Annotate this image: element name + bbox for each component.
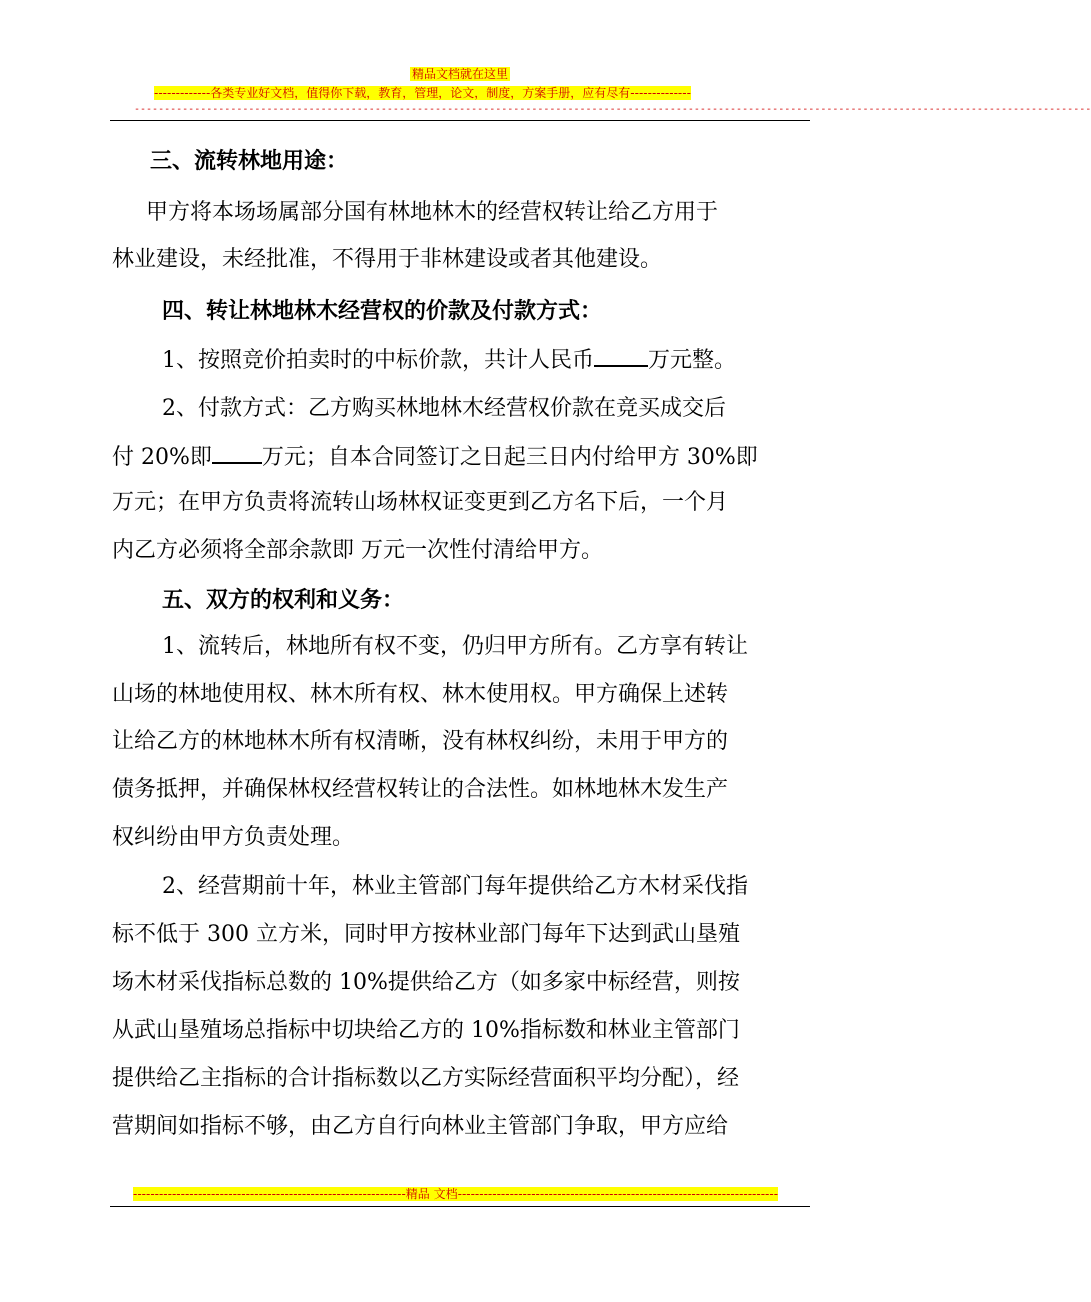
- amount-blank: [212, 440, 262, 464]
- text: 万元整。: [648, 348, 737, 373]
- section-3-title: 三、流转林地用途：: [150, 148, 349, 174]
- section-4-item-2-line: 2、付款方式：乙方购买林地林木经营权价款在竞买成交后: [162, 396, 726, 421]
- section-5-item-1-line: 1、流转后，林地所有权不变，仍归甲方所有。乙方享有转让: [162, 634, 748, 659]
- section-5-item-1-line: 山场的林地使用权、林木所有权、林木使用权。甲方确保上述转: [112, 682, 729, 707]
- footer-banner: ---------------------------------------------------------------精品 文档--------------------------------------------------------------------------: [133, 1187, 779, 1201]
- footer-rule: [110, 1206, 810, 1207]
- section-5-item-2-line: 提供给乙主指标的合计指标数以乙方实际经营面积平均分配），经: [112, 1066, 740, 1091]
- text: 付 20%即: [112, 445, 212, 470]
- section-4-item-2-line: 万元；在甲方负责将流转山场林权证变更到乙方名下后，一个月: [112, 490, 729, 515]
- text: 万元；自本合同签订之日起三日内付给甲方 30%即: [261, 445, 758, 470]
- section-4-item-2-line: 内乙方必须将全部余款即 万元一次性付清给甲方。: [112, 538, 603, 563]
- header-title: 精品文档就在这里: [411, 67, 508, 81]
- header-tagline: -------------各类专业好文档，值得你下载，教育，管理，论文，制度，方案手册，应有尽有--------------: [154, 86, 691, 100]
- section-5-item-2-line: 从武山垦殖场总指标中切块给乙方的 10%指标数和林业主管部门: [112, 1018, 740, 1043]
- header-dash-line: ---------------------------------------------------------------------------------------------------------------------------------------------------------------: [134, 104, 1091, 115]
- section-4-title: 四、转让林地林木经营权的价款及付款方式：: [162, 298, 603, 324]
- section-5-item-2-line: 营期间如指标不够，由乙方自行向林业主管部门争取，甲方应给: [112, 1114, 729, 1139]
- section-4-item-2-line: [112, 440, 812, 473]
- section-5-item-1-line: 权纠纷由甲方负责处理。: [112, 825, 355, 850]
- section-5-item-2-line: 场木材采伐指标总数的 10%提供给乙方（如多家中标经营，则按: [112, 970, 740, 995]
- section-5-item-1-line: 债务抵押，并确保林权经营权转让的合法性。如林地林木发生产: [112, 777, 729, 802]
- section-3-paragraph-line: 甲方将本场场属部分国有林地林木的经营权转让给乙方用于: [146, 200, 719, 225]
- section-5-item-2-line: 2、经营期前十年，林业主管部门每年提供给乙方木材采伐指: [162, 874, 748, 899]
- section-5-item-2-line: 标不低于 300 立方米，同时甲方按林业部门每年下达到武山垦殖: [112, 922, 740, 947]
- header-rule: [110, 120, 810, 121]
- section-3-paragraph-line: 林业建设，未经批准，不得用于非林建设或者其他建设。: [112, 247, 663, 272]
- section-5-item-1-line: 让给乙方的林地林木所有权清晰，没有林权纠纷，未用于甲方的: [112, 729, 729, 754]
- amount-blank: [594, 343, 648, 367]
- section-4-item-1: [162, 343, 862, 376]
- section-5-title: 五、双方的权利和义务：: [162, 587, 405, 613]
- text: 1、按照竞价拍卖时的中标价款，共计人民币: [162, 348, 594, 373]
